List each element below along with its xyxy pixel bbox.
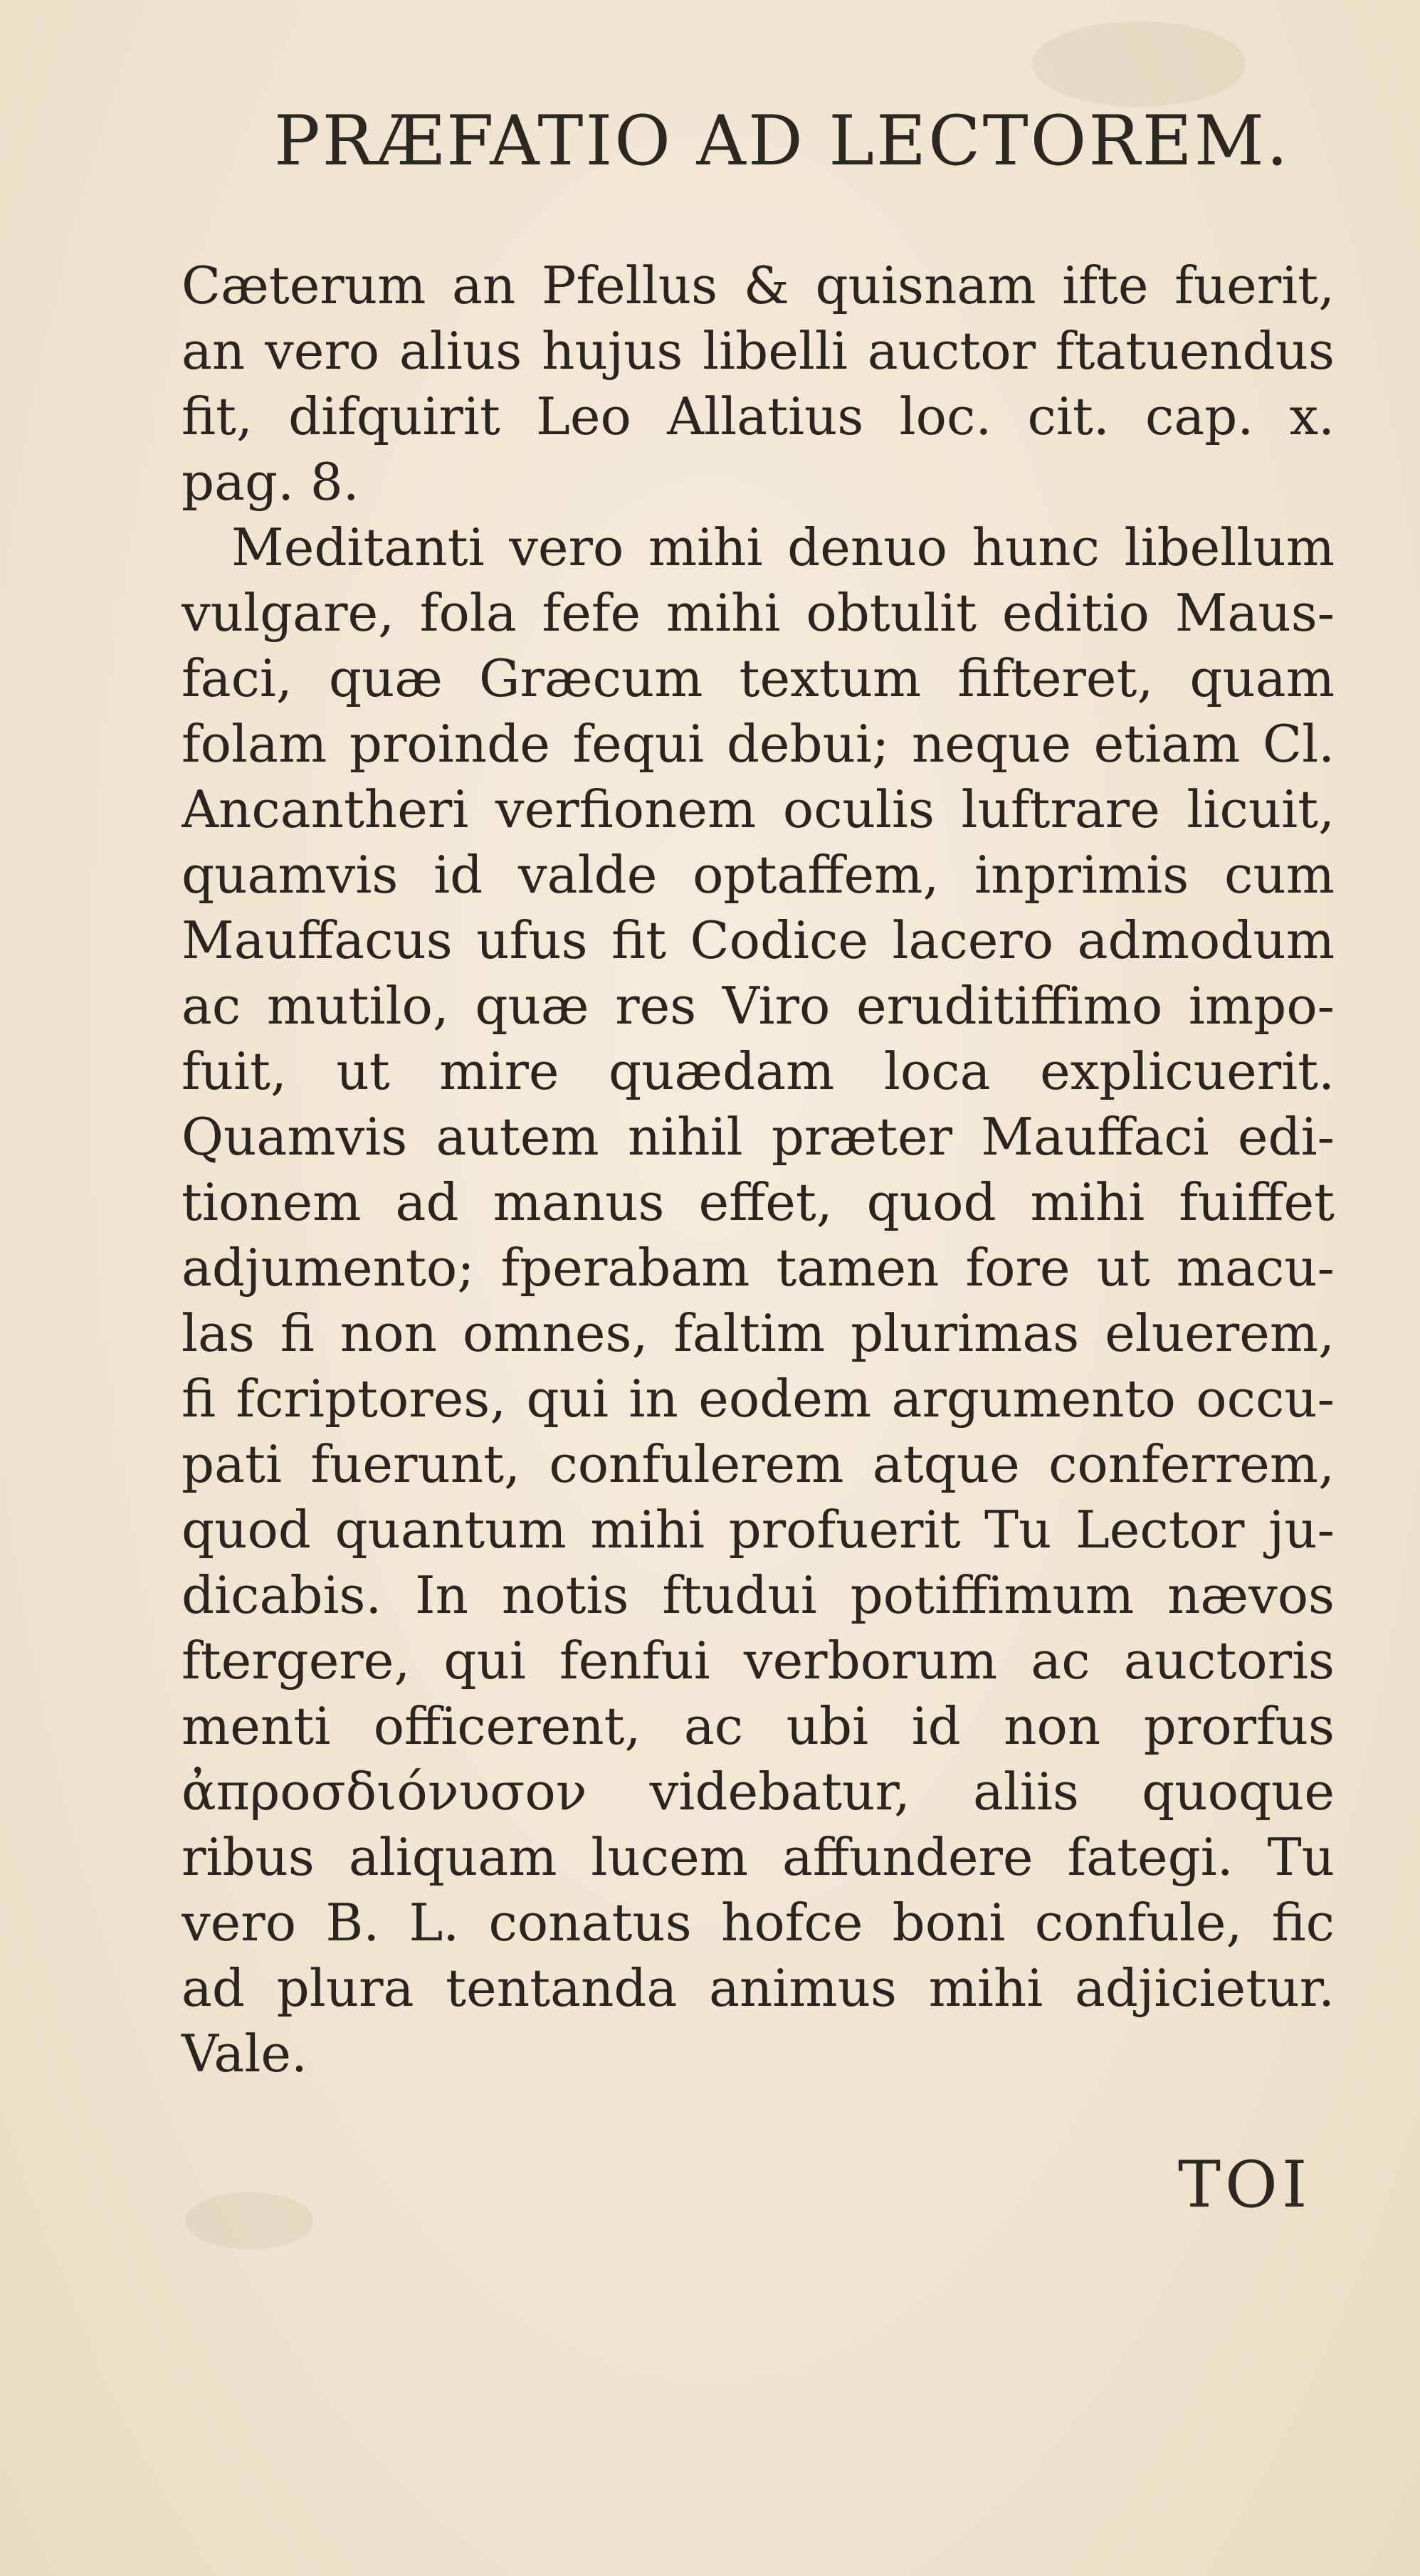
text-line: Mauffacus ufus fit Codice lacero admodum <box>182 910 1335 970</box>
text-line: Ancantheri verfionem oculis luftrare licuit, <box>182 779 1335 839</box>
text-line: Cæterum an Pfellus & quisnam ifte fuerit, <box>182 256 1335 315</box>
text-line: tionem ad manus effet, quod mihi fuiffet <box>182 1172 1335 1232</box>
text-line: pati fuerunt, confulerem atque conferrem, <box>182 1434 1335 1494</box>
text-line: faci, quæ Græcum textum fifteret, quam <box>182 648 1335 708</box>
text-line: Vale. <box>182 2024 307 2083</box>
text-line: vulgare, fola fefe mihi obtulit editio Maus- <box>182 583 1335 643</box>
text-line: las fi non omnes, faltim plurimas eluerem, <box>182 1303 1335 1363</box>
text-line: folam proinde fequi debui; neque etiam Cl. <box>182 714 1335 774</box>
paper-stain <box>185 2192 313 2249</box>
text-line: Quamvis autem nihil præter Mauffaci edi- <box>182 1107 1335 1167</box>
text-line: quamvis id valde optaffem, inprimis cum <box>182 845 1335 905</box>
text-line: menti officerent, ac ubi id non prorfus <box>182 1696 1335 1756</box>
text-line: fit, difquirit Leo Allatius loc. cit. cap. x. <box>182 387 1335 446</box>
preface-text <box>182 253 1335 2086</box>
text-line: ac mutilo, quæ res Viro eruditiffimo impo- <box>182 976 1335 1036</box>
text-line: ἀπροσδιόνυσον videbatur, aliis quoque <box>182 1762 1335 1821</box>
text-line: Meditanti vero mihi denuo hunc libellum <box>231 517 1335 577</box>
text-line: fuit, ut mire quædam loca explicuerit. <box>182 1041 1335 1101</box>
text-line: pag. 8. <box>182 452 359 512</box>
text-line: ribus aliquam lucem affundere fategi. Tu <box>182 1827 1335 1887</box>
text-line: adjumento; fperabam tamen fore ut macu- <box>182 1238 1335 1298</box>
text-line: ftergere, qui fenfui verborum ac auctoris <box>182 1631 1335 1691</box>
text-line: quod quantum mihi profuerit Tu Lector ju- <box>182 1500 1335 1560</box>
text-line: an vero alius hujus libelli auctor ftatuendus <box>182 321 1335 381</box>
catchword: TOI <box>1178 2147 1312 2222</box>
text-line: ad plura tentanda animus mihi adjicietur. <box>182 1958 1335 2018</box>
text-line: dicabis. In notis ftudui potiffimum nævos <box>182 1565 1335 1625</box>
page-title: PRÆFATIO AD LECTOREM. <box>274 101 1290 181</box>
text-line: vero B. L. conatus hofce boni confule, fic <box>182 1893 1335 1952</box>
text-line: fi fcriptores, qui in eodem argumento occu- <box>182 1369 1335 1429</box>
paper-stain <box>1032 21 1246 107</box>
